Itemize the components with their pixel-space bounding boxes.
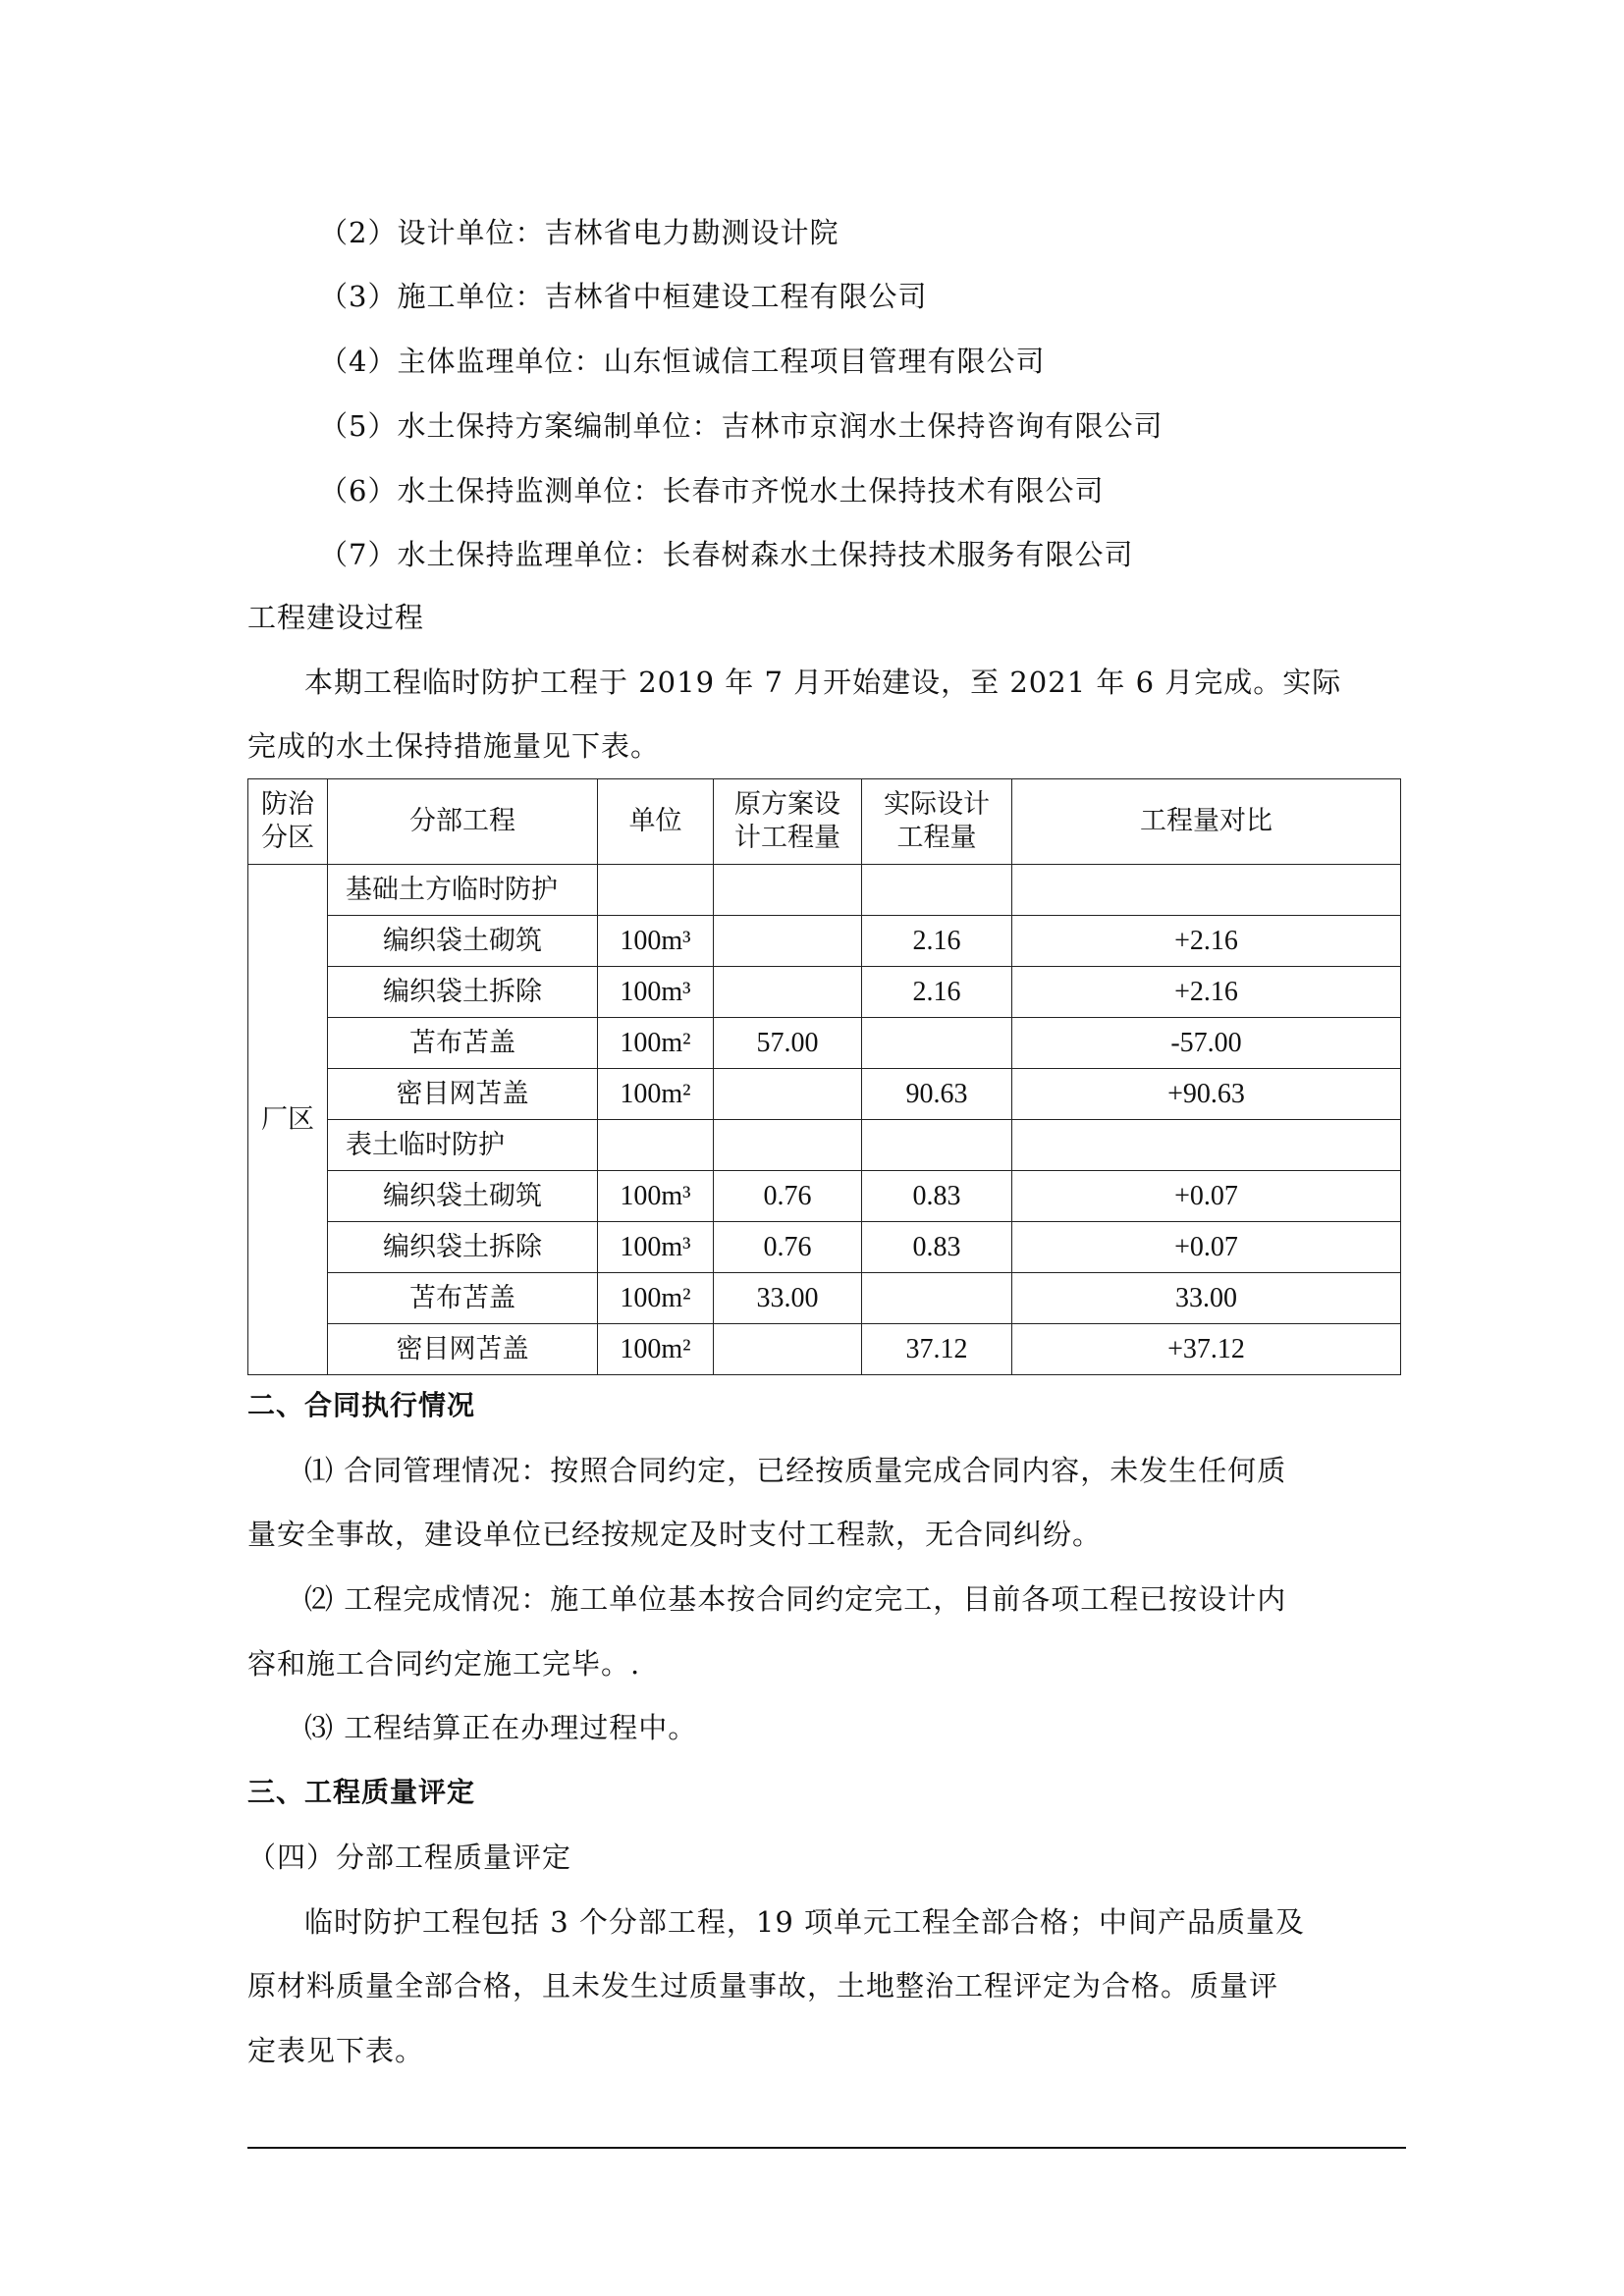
row-actual: 0.83 — [862, 1222, 1012, 1273]
table-row — [248, 1324, 1401, 1375]
row-orig: 57.00 — [714, 1018, 862, 1069]
process-para-line-2: 完成的水土保持措施量见下表。 — [247, 729, 661, 763]
row-name: 基础土方临时防护 — [328, 865, 598, 916]
row-actual: 37.12 — [862, 1324, 1012, 1375]
table-row — [248, 1273, 1401, 1324]
header-actual-design: 实际设计 工程量 — [862, 779, 1012, 865]
header-comparison: 工程量对比 — [1012, 779, 1401, 865]
table-row — [248, 1069, 1401, 1120]
row-actual: 90.63 — [862, 1069, 1012, 1120]
row-unit: 100m² — [598, 1324, 714, 1375]
row-name: 表土临时防护 — [328, 1120, 598, 1171]
row-actual: 2.16 — [862, 916, 1012, 967]
row-compare: +0.07 — [1012, 1222, 1401, 1273]
table-header-row — [248, 779, 1401, 865]
quality-subheading: （四）分部工程质量评定 — [247, 1841, 572, 1874]
table-row — [248, 967, 1401, 1018]
row-compare: +37.12 — [1012, 1324, 1401, 1375]
row-unit: 100m² — [598, 1273, 714, 1324]
quality-para-line-1: 临时防护工程包括 3 个分部工程，19 项单元工程全部合格；中间产品质量及 — [304, 1905, 1306, 1939]
row-orig — [714, 865, 862, 916]
row-orig: 0.76 — [714, 1222, 862, 1273]
table-row — [248, 1222, 1401, 1273]
quality-para-line-3: 定表见下表。 — [247, 2034, 425, 2067]
row-name: 苫布苫盖 — [328, 1273, 598, 1324]
unit-swc-supervision: （7）水土保持监理单位：长春树森水土保持技术服务有限公司 — [319, 538, 1134, 571]
process-para-line-1: 本期工程临时防护工程于 2019 年 7 月开始建设，至 2021 年 6 月完成。实际 — [304, 666, 1342, 699]
footer-rule — [247, 2147, 1406, 2149]
row-compare: +0.07 — [1012, 1171, 1401, 1222]
row-unit: 100m³ — [598, 1171, 714, 1222]
row-compare: 33.00 — [1012, 1273, 1401, 1324]
contract-line-3: ⑵ 工程完成情况：施工单位基本按合同约定完工，目前各项工程已按设计内 — [304, 1582, 1287, 1616]
contract-heading: 二、合同执行情况 — [247, 1389, 476, 1421]
row-name: 密目网苫盖 — [328, 1069, 598, 1120]
row-unit: 100m² — [598, 1069, 714, 1120]
row-orig — [714, 916, 862, 967]
row-unit — [598, 1120, 714, 1171]
contract-line-4: 容和施工合同约定施工完毕。. — [247, 1647, 641, 1681]
row-orig — [714, 1120, 862, 1171]
row-compare: -57.00 — [1012, 1018, 1401, 1069]
row-orig — [714, 1069, 862, 1120]
row-orig — [714, 967, 862, 1018]
unit-construction: （3）施工单位：吉林省中桓建设工程有限公司 — [319, 280, 928, 313]
quality-para-line-2: 原材料质量全部合格，且未发生过质量事故，土地整治工程评定为合格。质量评 — [247, 1969, 1279, 2002]
process-heading: 工程建设过程 — [247, 601, 425, 634]
table-row — [248, 1120, 1401, 1171]
row-orig — [714, 1324, 862, 1375]
row-actual — [862, 1273, 1012, 1324]
row-actual — [862, 865, 1012, 916]
row-orig: 0.76 — [714, 1171, 862, 1222]
table-row — [248, 1018, 1401, 1069]
measures-table — [247, 778, 1401, 1375]
row-unit: 100m³ — [598, 967, 714, 1018]
quality-heading: 三、工程质量评定 — [247, 1776, 476, 1808]
table-row — [248, 916, 1401, 967]
row-actual: 2.16 — [862, 967, 1012, 1018]
zone-cell: 厂区 — [248, 865, 328, 1375]
header-original-design: 原方案设 计工程量 — [714, 779, 862, 865]
row-compare — [1012, 865, 1401, 916]
row-name: 编织袋土砌筑 — [328, 916, 598, 967]
contract-line-1: ⑴ 合同管理情况：按照合同约定，已经按质量完成合同内容，未发生任何质 — [304, 1454, 1287, 1487]
row-unit: 100m³ — [598, 916, 714, 967]
header-unit: 单位 — [598, 779, 714, 865]
unit-supervision: （4）主体监理单位：山东恒诚信工程项目管理有限公司 — [319, 345, 1046, 378]
row-unit — [598, 865, 714, 916]
row-actual — [862, 1120, 1012, 1171]
row-compare: +2.16 — [1012, 967, 1401, 1018]
unit-monitoring: （6）水土保持监测单位：长春市齐悦水土保持技术有限公司 — [319, 474, 1105, 507]
row-name: 苫布苫盖 — [328, 1018, 598, 1069]
unit-design: （2）设计单位：吉林省电力勘测设计院 — [319, 216, 839, 249]
row-compare — [1012, 1120, 1401, 1171]
row-name: 编织袋土砌筑 — [328, 1171, 598, 1222]
row-compare: +2.16 — [1012, 916, 1401, 967]
row-name: 密目网苫盖 — [328, 1324, 598, 1375]
row-unit: 100m² — [598, 1018, 714, 1069]
header-zone: 防治 分区 — [248, 779, 328, 865]
header-subproject: 分部工程 — [328, 779, 598, 865]
table-row — [248, 1171, 1401, 1222]
row-unit: 100m³ — [598, 1222, 714, 1273]
row-name: 编织袋土拆除 — [328, 967, 598, 1018]
contract-line-2: 量安全事故，建设单位已经按规定及时支付工程款，无合同纠纷。 — [247, 1518, 1103, 1551]
table-row — [248, 865, 1401, 916]
row-name: 编织袋土拆除 — [328, 1222, 598, 1273]
row-actual — [862, 1018, 1012, 1069]
contract-line-5: ⑶ 工程结算正在办理过程中。 — [304, 1711, 698, 1744]
row-orig: 33.00 — [714, 1273, 862, 1324]
unit-plan-compiler: （5）水土保持方案编制单位：吉林市京润水土保持咨询有限公司 — [319, 409, 1164, 443]
row-compare: +90.63 — [1012, 1069, 1401, 1120]
row-actual: 0.83 — [862, 1171, 1012, 1222]
